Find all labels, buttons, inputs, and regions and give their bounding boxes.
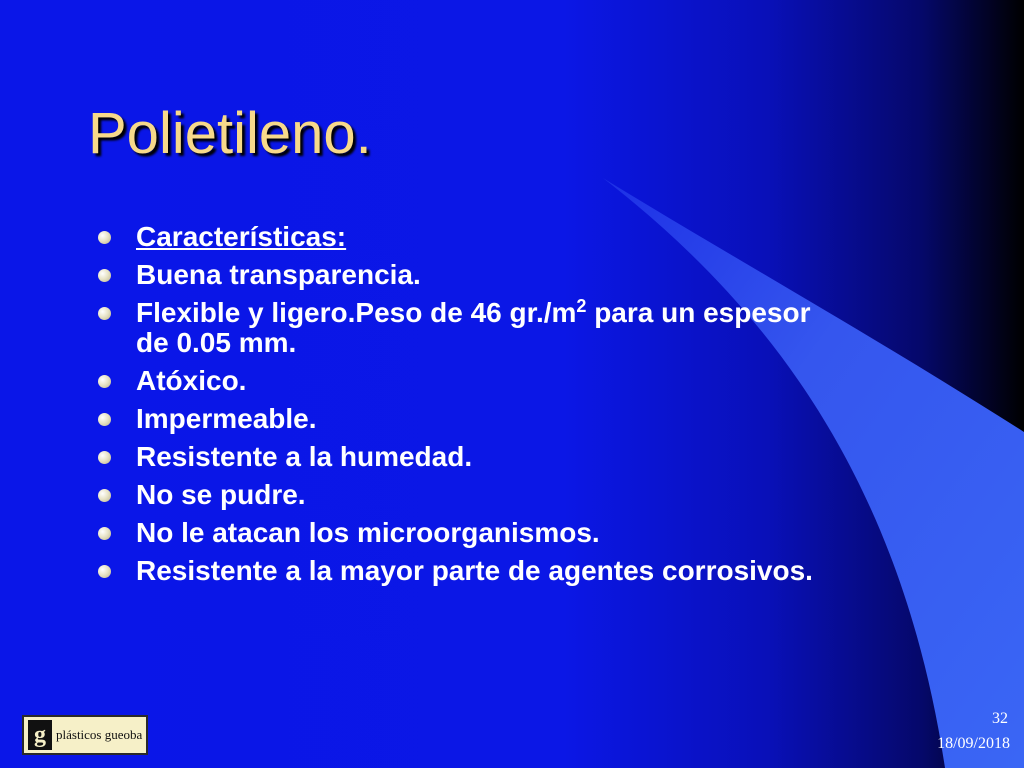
bullet-item: [96, 518, 836, 548]
slide-number: 32: [992, 710, 1008, 727]
bullet-item: [96, 260, 836, 290]
bullet-dot-icon: [98, 231, 111, 244]
bullet-item: [96, 404, 836, 434]
bullet-dot-icon: [98, 489, 111, 502]
bullet-text: Atóxico.: [136, 365, 247, 396]
bullet-dot-icon: [98, 565, 111, 578]
bullet-dot-icon: [98, 375, 111, 388]
bullet-item: [96, 366, 836, 396]
bullet-text: Resistente a la mayor parte de agentes corrosivos.: [136, 555, 813, 586]
slide-title: Polietileno.: [88, 101, 372, 166]
bullet-text: No le atacan los microorganismos.: [136, 517, 600, 548]
bullet-dot-icon: [98, 527, 111, 540]
bullet-text: Características:: [136, 221, 347, 252]
bullet-item: [96, 556, 836, 586]
logo-text: plásticos gueoba: [56, 727, 143, 742]
bullet-item: [96, 480, 836, 510]
bullet-item: [96, 442, 836, 472]
bullet-text: Buena transparencia.: [136, 259, 421, 290]
slide-date: 18/09/2018: [937, 735, 1010, 752]
company-logo: [22, 715, 148, 755]
bullet-text-continuation: para un espesor de 0.05 mm.: [136, 297, 811, 358]
bullet-text: No se pudre.: [136, 479, 306, 510]
bullet-text: Flexible y ligero.Peso de 46 gr./m: [136, 297, 577, 328]
bullet-text: Impermeable.: [136, 403, 317, 434]
bullet-superscript: 2: [576, 296, 587, 316]
bullet-dot-icon: [98, 307, 111, 320]
bullet-dot-icon: [98, 413, 111, 426]
bullet-text: Resistente a la humedad.: [136, 441, 473, 472]
bullet-item: [96, 222, 836, 252]
bullet-list: [96, 222, 836, 594]
logo-letter: g: [28, 720, 52, 750]
bullet-dot-icon: [98, 269, 111, 282]
bullet-item: [96, 298, 836, 358]
bullet-dot-icon: [98, 451, 111, 464]
